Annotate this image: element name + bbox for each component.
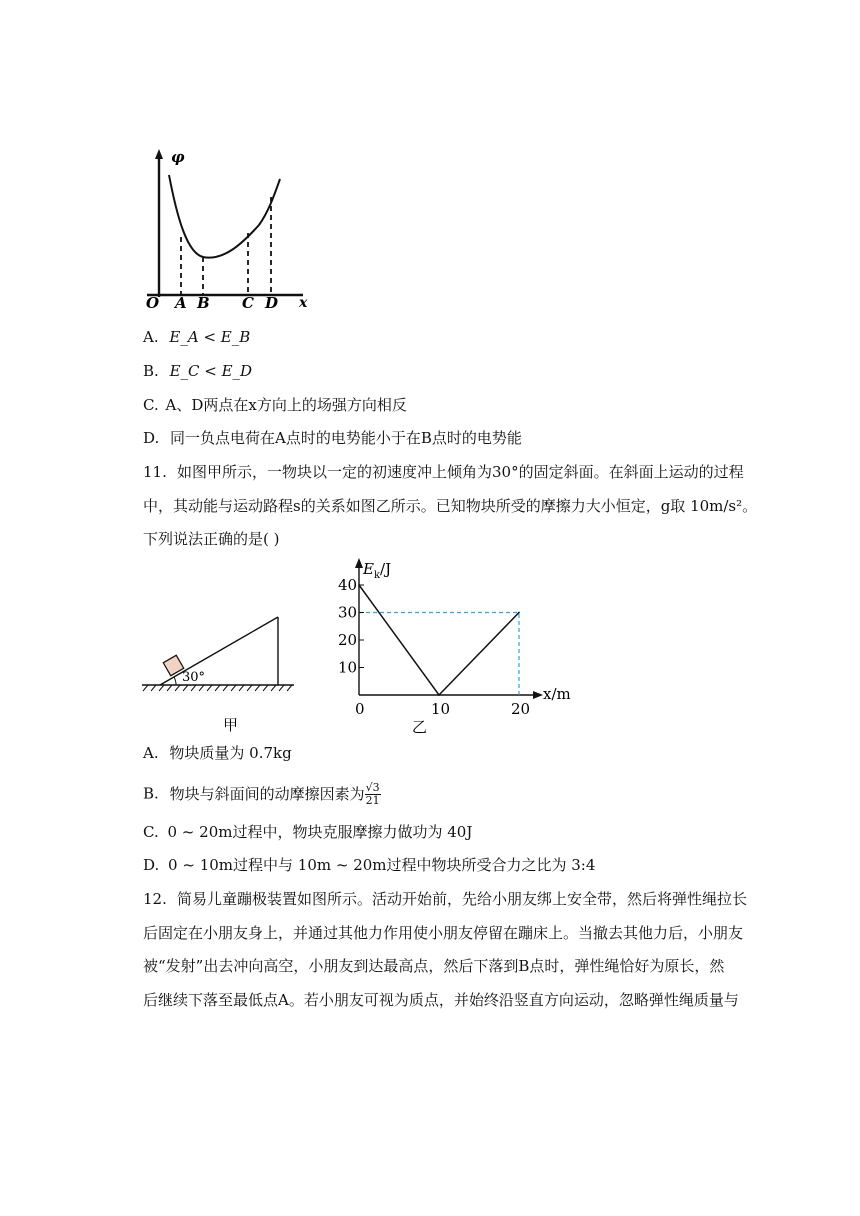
q12-text-2: 后固定在小朋友身上，并通过其他力作用使小朋友停留在蹦床上。当撤去其他力后，小朋友 bbox=[143, 924, 744, 942]
series-line-0 bbox=[359, 585, 519, 695]
fraction bbox=[365, 782, 381, 807]
question-number: 12. bbox=[143, 890, 167, 908]
q11-text-1: 如图甲所示，一物块以一定的初速度冲上倾角为30°的固定斜面。在斜面上运动的过程 bbox=[177, 463, 744, 481]
option-letter: C. bbox=[143, 396, 159, 414]
q12-line-4 bbox=[143, 990, 739, 1010]
q11-text-3: 下列说法正确的是( ) bbox=[143, 530, 280, 548]
q11-line-3 bbox=[143, 529, 279, 549]
q12-text-3: 被“发射”出去冲向高空，小朋友到达最高点，然后下落到B点时，弹性绳恰好为原长，然 bbox=[143, 957, 725, 975]
figure-caption-jia: 甲 bbox=[223, 716, 239, 734]
option-text: A、D两点在x方向上的场强方向相反 bbox=[165, 396, 407, 414]
fraction-denominator: 21 bbox=[365, 794, 380, 807]
q12-line-3 bbox=[143, 956, 724, 976]
point-label-a: A bbox=[175, 294, 187, 310]
angle-label: 30° bbox=[182, 670, 206, 685]
figure-caption-yi: 乙 bbox=[412, 718, 428, 736]
data-point-2 bbox=[518, 612, 520, 614]
q10-option-d bbox=[143, 428, 522, 448]
fraction-numerator: √3 bbox=[365, 781, 380, 794]
option-letter: D. bbox=[143, 429, 160, 447]
x-axis-arrow bbox=[533, 691, 543, 699]
incline-figure bbox=[140, 610, 300, 735]
q11-text-2: 中，其动能与运动路程s的关系如图乙所示。已知物块所受的摩擦力大小恒定，g取 10m/s²。 bbox=[143, 497, 758, 515]
option-text: E_C < E_D bbox=[169, 362, 253, 380]
q12-text-4: 后继续下落至最低点A。若小朋友可视为质点，并始终沿竖直方向运动，忽略弹性绳质量与 bbox=[143, 991, 739, 1009]
point-label-b: B bbox=[197, 294, 210, 310]
origin-label: O bbox=[146, 294, 160, 310]
chart-axes bbox=[355, 558, 543, 699]
chart-ticks bbox=[338, 576, 530, 718]
q12-text-1: 简易儿童蹦极装置如图所示。活动开始前，先给小朋友绑上安全带，然后将弹性绳拉长 bbox=[177, 890, 748, 908]
chart-guides bbox=[359, 613, 519, 696]
x-tick-label: 0 bbox=[355, 700, 365, 718]
option-text: 同一负点电荷在A点时的电势能小于在B点时的电势能 bbox=[170, 429, 522, 447]
x-tick-label: 10 bbox=[431, 700, 451, 718]
y-tick-label: 40 bbox=[338, 576, 358, 594]
y-tick-label: 30 bbox=[338, 603, 358, 622]
phi-x-graph bbox=[143, 145, 318, 310]
y-axis-label: $E_k/J$ bbox=[363, 560, 392, 581]
x-tick-label: 20 bbox=[511, 700, 531, 718]
q11-line-2 bbox=[143, 496, 757, 516]
phi-axis-label: φ bbox=[171, 148, 185, 166]
option-letter: A. bbox=[143, 744, 159, 762]
chart-series bbox=[358, 584, 520, 696]
option-text: 0 ~ 10m过程中与 10m ~ 20m过程中物块所受合力之比为 3:4 bbox=[168, 856, 596, 874]
data-point-1 bbox=[438, 694, 440, 696]
q11-option-a bbox=[143, 743, 292, 763]
option-text: E_A < E_B bbox=[169, 328, 251, 346]
point-label-c: C bbox=[242, 294, 254, 310]
q11-option-d bbox=[143, 855, 595, 875]
ek-x-chart bbox=[330, 552, 580, 737]
option-letter: D. bbox=[143, 856, 160, 874]
y-tick-label: 10 bbox=[338, 658, 358, 677]
q10-option-a bbox=[143, 327, 250, 347]
q11-option-c bbox=[143, 822, 472, 842]
option-letter: B. bbox=[143, 784, 159, 803]
y-tick-label: 20 bbox=[338, 631, 358, 649]
q12-line-2 bbox=[143, 923, 743, 943]
q12-line-1 bbox=[143, 889, 747, 909]
x-axis-label: x/m bbox=[543, 685, 571, 703]
option-letter: A. bbox=[143, 328, 159, 346]
q10-option-b bbox=[143, 361, 252, 381]
x-axis-label: x bbox=[299, 295, 308, 310]
point-label-d: D bbox=[265, 294, 279, 310]
option-letter: C. bbox=[143, 823, 159, 841]
option-letter: B. bbox=[143, 362, 159, 380]
question-number: 11. bbox=[143, 463, 167, 481]
q11-option-b bbox=[143, 782, 381, 807]
y-axis-arrow bbox=[355, 558, 363, 568]
q10-option-c bbox=[143, 395, 407, 415]
option-text: 0 ~ 20m过程中，物块克服摩擦力做功为 40J bbox=[167, 823, 473, 841]
option-text: 物块质量为 0.7kg bbox=[169, 744, 292, 762]
q11-line-1 bbox=[143, 462, 744, 482]
option-text: 物块与斜面间的动摩擦因素为 bbox=[169, 784, 365, 803]
